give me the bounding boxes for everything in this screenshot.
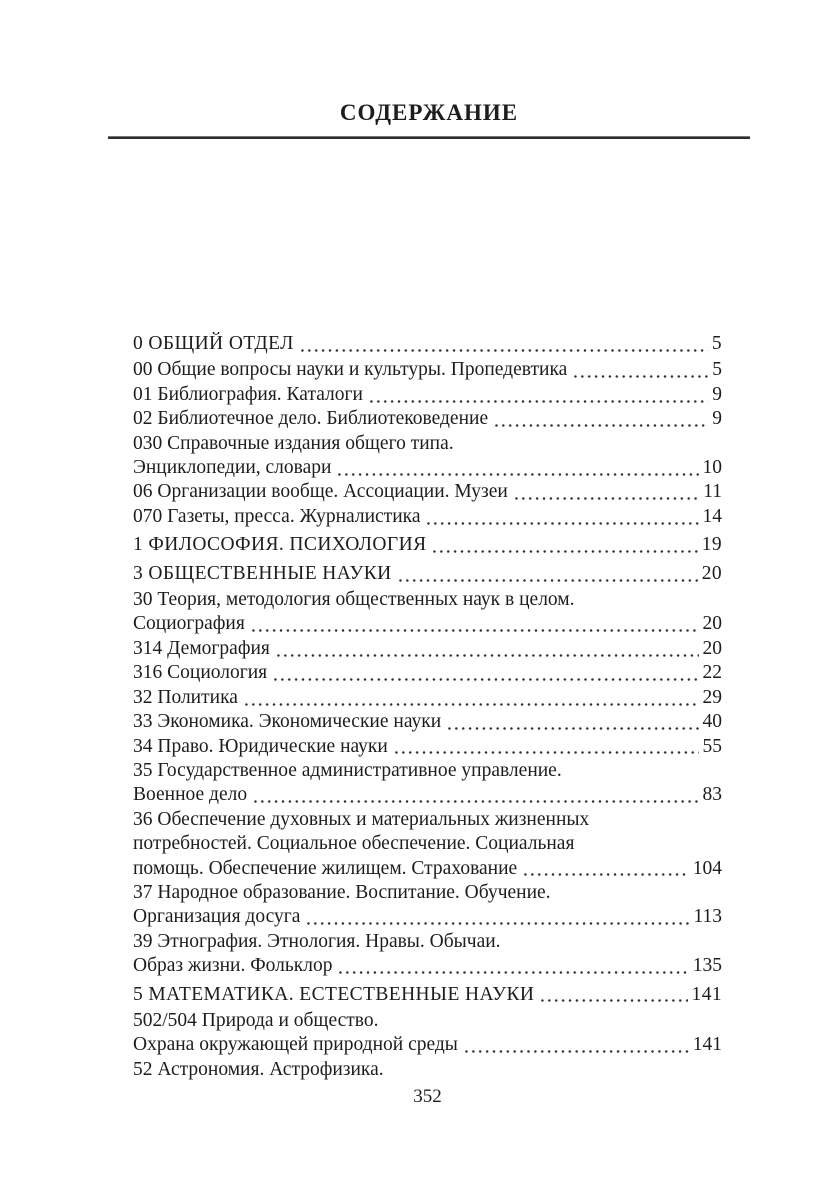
toc-entry-text: 02 Библиотечное дело. Библиотековедение: [133, 408, 489, 430]
dot-leader: [446, 710, 698, 734]
dot-leader: [305, 905, 689, 929]
toc-entry-text: 314 Демография: [133, 637, 270, 659]
dot-leader: [368, 383, 708, 407]
toc-entry: [133, 562, 722, 586]
toc-entry: [133, 480, 722, 504]
toc-entry: [133, 1009, 722, 1033]
toc-entry-text: 30 Теория, методология общественных наук в целом.: [133, 589, 575, 611]
page-header: [108, 0, 750, 140]
toc-entry-text: потребностей. Социальное обеспечение. Социальная: [133, 833, 575, 855]
dot-leader: [250, 612, 699, 636]
toc-entry: [133, 710, 722, 734]
toc-entry: [133, 661, 722, 685]
dot-leader: [275, 637, 699, 661]
toc-entry-text: Образ жизни. Фольклор: [133, 955, 333, 977]
toc-entry-text: 52 Астрономия. Астрофизика.: [133, 1058, 384, 1080]
toc-entry-text: 3 ОБЩЕСТВЕННЫЕ НАУКИ: [133, 562, 392, 584]
dot-leader: [513, 480, 699, 504]
dot-leader: [252, 783, 698, 807]
toc-entry-text: 070 Газеты, пресса. Журналистика: [133, 505, 421, 527]
toc-entry: [133, 783, 722, 807]
toc-entry: [133, 588, 722, 612]
header-rule: [108, 136, 750, 139]
toc-entry: [133, 905, 722, 929]
dot-leader: [337, 954, 688, 978]
page-footer: [133, 1086, 722, 1108]
toc-entry-page: 5: [711, 333, 722, 354]
toc-entry: [133, 432, 722, 456]
dot-leader: [272, 661, 698, 685]
toc-entry-text: 39 Этнография. Этнология. Нравы. Обычаи.: [133, 930, 501, 952]
toc-entry-text: 030 Справочные издания общего типа.: [133, 432, 454, 454]
toc-entry-page: 19: [701, 534, 722, 556]
toc-entry-text: 37 Народное образование. Воспитание. Обучение.: [133, 881, 551, 903]
table-of-contents: [133, 328, 722, 1082]
toc-entry-page: 40: [702, 711, 722, 733]
dot-leader: [522, 857, 689, 881]
toc-entry-text: 01 Библиография. Каталоги: [133, 383, 363, 405]
toc-entry: [133, 1058, 722, 1082]
toc-entry-text: 06 Организации вообще. Ассоциации. Музеи: [133, 481, 508, 503]
toc-entry: [133, 358, 722, 382]
page-title: СОДЕРЖАНИЕ: [339, 100, 519, 125]
toc-entry-page: 5: [712, 359, 722, 381]
toc-entry: [133, 505, 722, 529]
toc-entry-page: 9: [712, 383, 722, 405]
toc-entry: [133, 832, 722, 856]
toc-entry-text: 36 Обеспечение духовных и материальных жизненных: [133, 808, 590, 830]
toc-entry-text: 1 ФИЛОСОФИЯ. ПСИХОЛОГИЯ: [133, 534, 427, 556]
toc-entry-page: 14: [702, 505, 722, 527]
toc-entry-page: 113: [693, 906, 722, 928]
toc-entry-page: 83: [702, 784, 722, 806]
toc-entry-text: 34 Право. Юридические науки: [133, 735, 388, 757]
dot-leader: [393, 735, 699, 759]
dot-leader: [336, 456, 698, 480]
toc-entry-text: Социография: [133, 613, 245, 635]
toc-entry: [133, 930, 722, 954]
toc-entry: [133, 808, 722, 832]
toc-entry-page: 141: [692, 1034, 722, 1056]
dot-leader: [539, 983, 687, 1007]
toc-entry: [133, 759, 722, 783]
toc-entry-text: 502/504 Природа и общество.: [133, 1009, 379, 1031]
toc-entry-page: 22: [702, 662, 722, 684]
toc-entry: [133, 983, 722, 1007]
toc-entry-page: 9: [712, 408, 722, 430]
toc-entry-page: 20: [702, 637, 722, 659]
toc-entry: [133, 332, 722, 356]
toc-entry: [133, 612, 722, 636]
toc-entry: [133, 686, 722, 710]
toc-entry-text: 0 ОБЩИЙ ОТДЕЛ: [133, 333, 294, 354]
toc-entry: [133, 637, 722, 661]
toc-entry-page: 104: [692, 857, 722, 879]
toc-entry-text: помощь. Обеспечение жилищем. Страхование: [133, 857, 518, 879]
page-number: 352: [413, 1086, 442, 1107]
toc-entry: [133, 533, 722, 557]
toc-entry-page: 135: [692, 955, 722, 977]
dot-leader: [243, 686, 699, 710]
toc-entry-page: 55: [702, 735, 722, 757]
toc-entry-text: Охрана окружающей природной среды: [133, 1034, 458, 1056]
toc-entry: [133, 735, 722, 759]
dot-leader: [425, 505, 698, 529]
toc-entry-page: 20: [702, 613, 722, 635]
toc-entry: [133, 1033, 722, 1057]
toc-entry-text: 32 Политика: [133, 686, 238, 708]
toc-entry-page: 11: [703, 481, 722, 503]
toc-entry-text: 316 Социология: [133, 662, 268, 684]
toc-entry: [133, 456, 722, 480]
dot-leader: [299, 332, 708, 356]
toc-entry-text: Энциклопедии, словари: [133, 457, 332, 479]
dot-leader: [397, 562, 698, 586]
toc-entry-page: 141: [691, 983, 722, 1005]
toc-entry: [133, 954, 722, 978]
toc-entry-page: 20: [701, 562, 722, 584]
toc-entry-text: Военное дело: [133, 784, 248, 806]
dot-leader: [493, 407, 708, 431]
toc-entry: [133, 407, 722, 431]
toc-entry: [133, 857, 722, 881]
toc-entry-text: Организация досуга: [133, 906, 301, 928]
dot-leader: [463, 1033, 689, 1057]
dot-leader: [431, 533, 697, 557]
toc-entry: [133, 881, 722, 905]
toc-entry-text: 5 МАТЕМАТИКА. ЕСТЕСТВЕННЫЕ НАУКИ: [133, 983, 535, 1005]
toc-entry-page: 10: [702, 457, 722, 479]
toc-entry: [133, 383, 722, 407]
dot-leader: [572, 358, 708, 382]
toc-entry-page: 29: [702, 686, 722, 708]
toc-entry-text: 33 Экономика. Экономические науки: [133, 711, 442, 733]
toc-entry-text: 35 Государственное административное управление.: [133, 759, 562, 781]
toc-entry-text: 00 Общие вопросы науки и культуры. Пропедевтика: [133, 359, 568, 381]
